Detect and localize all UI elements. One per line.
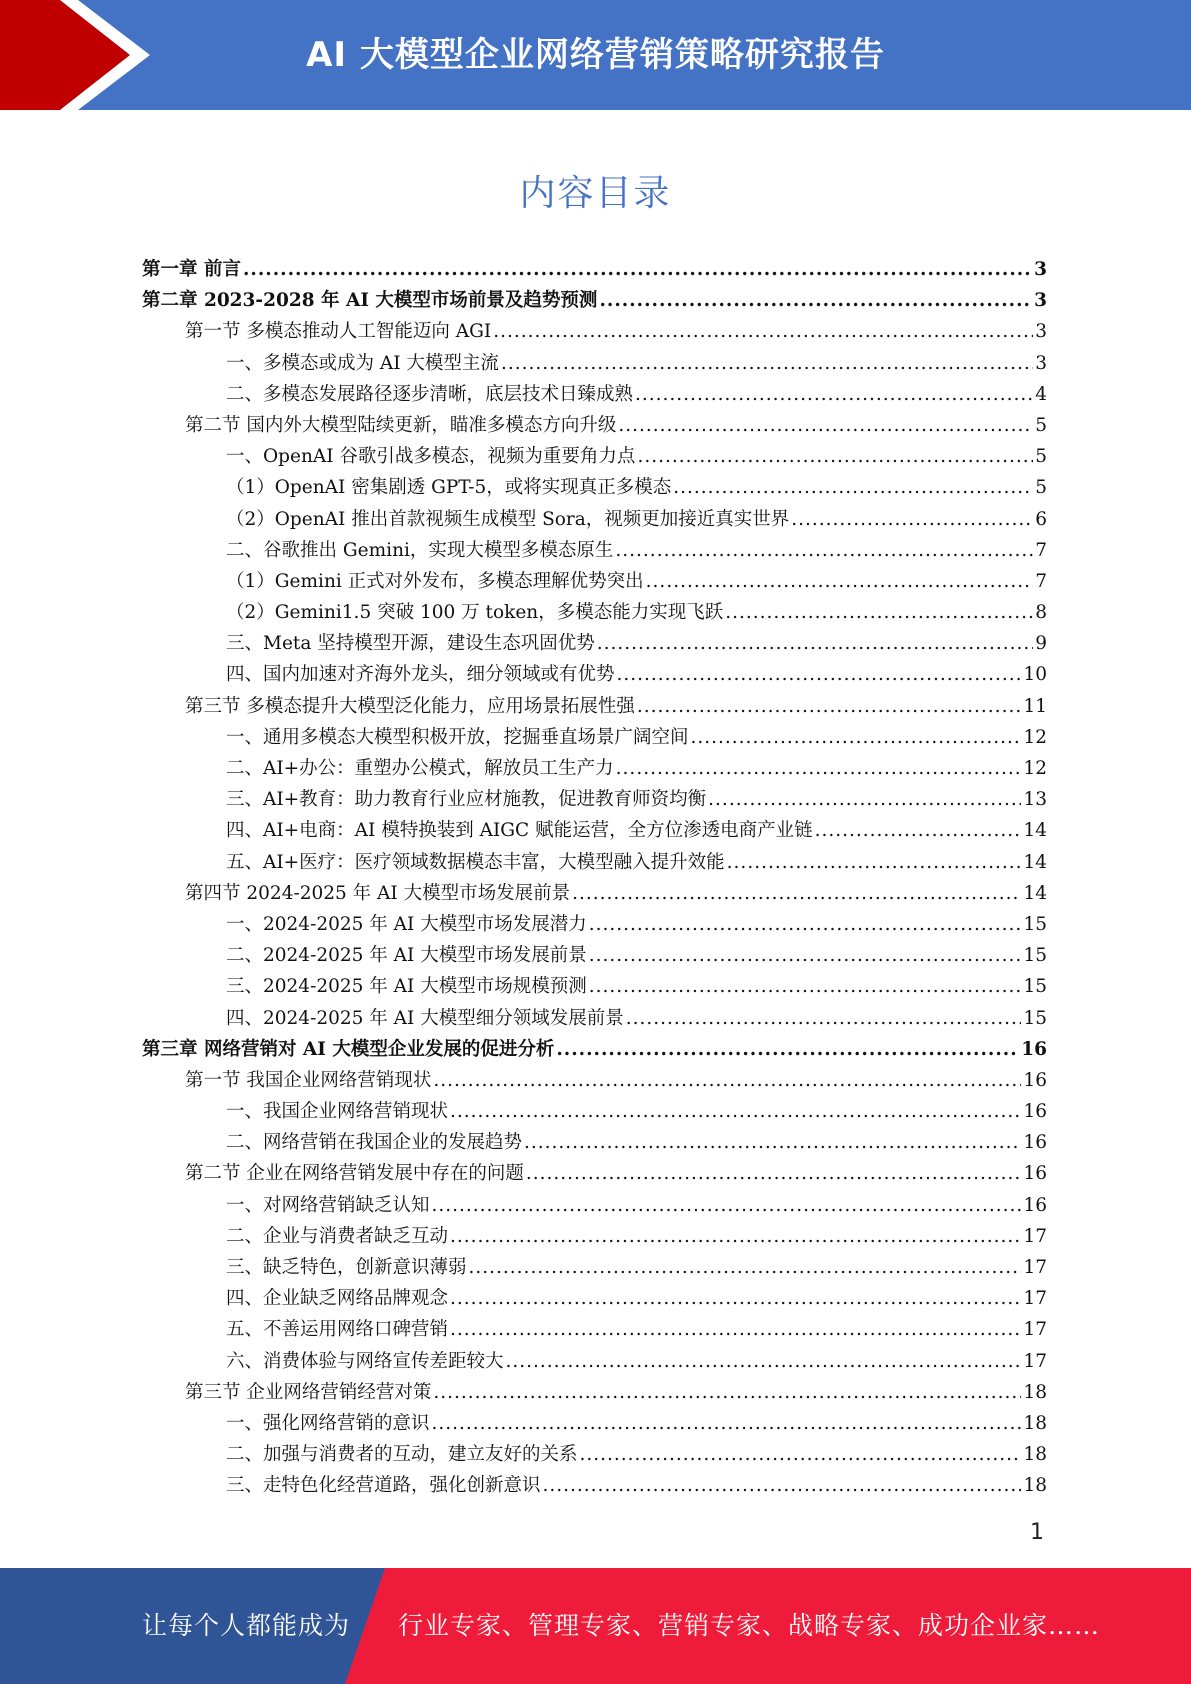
toc-entry-page: 14 (1023, 851, 1047, 873)
toc-entry[interactable] (142, 536, 1047, 567)
toc-dot-leader (791, 509, 1033, 530)
toc-entry-page: 7 (1035, 570, 1047, 592)
toc-entry-page: 3 (1035, 352, 1047, 374)
toc-dot-leader (432, 1195, 1022, 1216)
toc-dot-leader (637, 696, 1022, 717)
toc-entry[interactable] (142, 1004, 1047, 1035)
toc-entry[interactable] (142, 1471, 1047, 1502)
toc-dot-leader (450, 1101, 1021, 1122)
toc-dot-leader (727, 852, 1022, 873)
toc-entry[interactable] (142, 1347, 1047, 1378)
toc-dot-leader (572, 883, 1021, 904)
toc-entry[interactable] (142, 1315, 1047, 1346)
toc-entry-page: 12 (1023, 726, 1047, 748)
toc-entry-page: 17 (1023, 1350, 1047, 1372)
toc-entry-page: 5 (1035, 477, 1047, 499)
toc-entry-page: 17 (1023, 1257, 1047, 1278)
toc-entry-page: 8 (1035, 602, 1047, 624)
toc-entry-page: 14 (1023, 820, 1047, 842)
toc-entry-page: 18 (1023, 1412, 1047, 1434)
toc-entry[interactable] (142, 1253, 1047, 1284)
toc-entry[interactable] (142, 1159, 1047, 1190)
toc-entry-page: 17 (1023, 1225, 1047, 1247)
toc-dot-leader (691, 727, 1022, 748)
toc-entry[interactable] (142, 754, 1047, 785)
toc-dot-leader (646, 571, 1034, 592)
toc-entry-title: 二、AI+办公：重塑办公模式，解放员工生产力 (226, 758, 614, 779)
toc-dot-leader (580, 1444, 1022, 1465)
toc-entry-page: 15 (1023, 1007, 1047, 1029)
toc-dot-leader (526, 1163, 1022, 1184)
toc-entry[interactable] (142, 473, 1047, 504)
toc-entry-title: （1）Gemini 正式对外发布，多模态理解优势突出 (226, 570, 644, 592)
toc-entry-page: 15 (1023, 945, 1047, 967)
page-header (0, 0, 1191, 110)
toc-entry-page: 10 (1023, 664, 1047, 686)
toc-dot-leader (673, 477, 1033, 498)
toc-entry-title: 二、加强与消费者的互动，建立友好的关系 (226, 1444, 578, 1466)
toc-entry[interactable] (142, 1409, 1047, 1440)
toc-entry-title: 四、企业缺乏网络品牌观念 (226, 1288, 449, 1310)
toc-dot-leader (815, 820, 1022, 841)
toc-entry-page: 16 (1021, 1038, 1047, 1060)
toc-entry-title: 一、OpenAI 谷歌引战多模态，视频为重要角力点 (226, 446, 636, 468)
toc-dot-leader (543, 1475, 1022, 1496)
report-title: AI 大模型企业网络营销策略研究报告 (306, 35, 885, 75)
toc-dot-leader (725, 602, 1033, 623)
footer-slogan-left: 让每个人都能成为 (142, 1611, 351, 1640)
toc-entry-title: 一、2024-2025 年 AI 大模型市场发展潜力 (226, 913, 587, 935)
toc-dot-leader (450, 1319, 1021, 1340)
toc-entry-title: 一、我国企业网络营销现状 (226, 1101, 449, 1123)
toc-entry[interactable] (142, 1066, 1047, 1097)
toc-entry-page: 16 (1023, 1194, 1047, 1216)
toc-entry-page: 5 (1035, 414, 1047, 436)
toc-dot-leader (432, 1413, 1022, 1434)
toc-dot-leader (597, 633, 1033, 654)
toc-entry-title: 一、对网络营销缺乏认知 (226, 1194, 430, 1216)
toc-entry-page: 12 (1023, 758, 1047, 779)
toc-entry-title: 四、AI+电商：AI 模特换装到 AIGC 赋能运营，全方位渗透电商产业链 (226, 820, 813, 842)
toc-dot-leader (493, 321, 1033, 342)
toc-entry-page: 16 (1023, 1163, 1047, 1185)
toc-entry[interactable] (142, 785, 1047, 816)
toc-dot-leader (433, 1070, 1021, 1091)
toc-entry[interactable] (142, 442, 1047, 473)
toc-dot-leader (506, 1351, 1022, 1372)
toc-dot-leader (556, 1039, 1019, 1060)
toc-entry[interactable] (142, 660, 1047, 691)
toc-heading: 内容目录 (519, 173, 672, 214)
toc-entry[interactable] (142, 255, 1047, 286)
toc-entry-title: 一、通用多模态大模型积极开放，挖掘垂直场景广阔空间 (226, 726, 689, 748)
toc-entry-page: 11 (1023, 695, 1047, 717)
toc-dot-leader (450, 1226, 1021, 1247)
toc-entry-title: 第三节 企业网络营销经营对策 (185, 1381, 432, 1403)
toc-entry-title: 第二节 企业在网络营销发展中存在的问题 (185, 1163, 524, 1185)
toc-dot-leader (708, 789, 1021, 810)
toc-entry-page: 18 (1023, 1381, 1047, 1403)
toc-dot-leader (589, 914, 1022, 935)
toc-entry[interactable] (142, 1222, 1047, 1253)
toc-entry-page: 16 (1023, 1069, 1047, 1091)
toc-entry[interactable] (142, 505, 1047, 536)
toc-entry-page: 15 (1023, 913, 1047, 935)
toc-entry-title: 第一节 多模态推动人工智能迈向 AGI (185, 321, 492, 343)
footer-slogan-right: 行业专家、管理专家、营销专家、战略专家、成功企业家…… (398, 1611, 1101, 1640)
toc-entry-title: 第二章 2023-2028 年 AI 大模型市场前景及趋势预测 (142, 290, 598, 312)
toc-entry-title: （2）OpenAI 推出首款视频生成模型 Sora，视频更加接近真实世界 (226, 508, 790, 530)
toc-dot-leader (450, 1288, 1021, 1309)
toc-dot-leader (433, 1382, 1021, 1403)
toc-entry-title: 二、2024-2025 年 AI 大模型市场发展前景 (226, 945, 587, 967)
toc-entry-page: 9 (1035, 633, 1047, 655)
toc-entry-page: 17 (1023, 1319, 1047, 1341)
toc-entry-title: 第三节 多模态提升大模型泛化能力，应用场景拓展性强 (185, 695, 635, 717)
toc-entry[interactable] (142, 629, 1047, 660)
toc-entry[interactable] (142, 317, 1047, 348)
toc-entry-page: 7 (1035, 539, 1047, 561)
toc-entry[interactable] (142, 411, 1047, 442)
toc-entry[interactable] (142, 910, 1047, 941)
toc-entry[interactable] (142, 1035, 1047, 1066)
toc-entry-title: 三、缺乏特色，创新意识薄弱 (226, 1257, 467, 1278)
toc-entry[interactable] (142, 349, 1047, 380)
toc-entry-title: 二、谷歌推出 Gemini，实现大模型多模态原生 (226, 539, 614, 561)
toc-entry-title: 三、AI+教育：助力教育行业应材施教，促进教育师资均衡 (226, 789, 707, 811)
toc-dot-leader (524, 1132, 1021, 1153)
toc-entry[interactable] (142, 567, 1047, 598)
toc-entry-title: 三、2024-2025 年 AI 大模型市场规模预测 (226, 976, 587, 998)
toc-entry-page: 18 (1023, 1475, 1047, 1497)
toc-entry[interactable] (142, 723, 1047, 754)
toc-entry[interactable] (142, 879, 1047, 910)
toc-entry-page: 13 (1023, 789, 1047, 811)
toc-entry-page: 18 (1023, 1444, 1047, 1466)
toc-entry[interactable] (142, 692, 1047, 723)
toc-entry-title: 一、强化网络营销的意识 (226, 1412, 430, 1434)
toc-entry-title: 第四节 2024-2025 年 AI 大模型市场发展前景 (185, 882, 571, 904)
toc-entry[interactable] (142, 1284, 1047, 1315)
toc-entry-page: 5 (1035, 446, 1047, 468)
toc-entry[interactable] (142, 1378, 1047, 1409)
toc-dot-leader (617, 664, 1022, 685)
toc-entry[interactable] (142, 286, 1047, 317)
toc-dot-leader (243, 259, 1032, 280)
toc-entry-title: 二、企业与消费者缺乏互动 (226, 1225, 449, 1247)
toc-entry[interactable] (142, 1128, 1047, 1159)
page-footer (0, 1568, 1191, 1684)
toc-entry-title: 五、AI+医疗：医疗领域数据模态丰富，大模型融入提升效能 (226, 851, 725, 873)
toc-entry[interactable] (142, 1440, 1047, 1471)
toc-entry[interactable] (142, 848, 1047, 879)
toc-entry-title: 五、不善运用网络口碑营销 (226, 1319, 449, 1341)
table-of-contents (142, 255, 1047, 1503)
toc-entry-title: 第二节 国内外大模型陆续更新，瞄准多模态方向升级 (185, 414, 617, 436)
toc-entry-title: 四、国内加速对齐海外龙头，细分领域或有优势 (226, 664, 615, 686)
toc-entry-page: 17 (1023, 1288, 1047, 1310)
toc-entry-page: 3 (1034, 290, 1047, 312)
toc-entry[interactable] (142, 816, 1047, 847)
toc-entry-title: 二、多模态发展路径逐步清晰，底层技术日臻成熟 (226, 383, 634, 405)
toc-dot-leader (616, 758, 1022, 779)
toc-entry-page: 16 (1023, 1132, 1047, 1154)
toc-entry-title: 三、走特色化经营道路，强化创新意识 (226, 1475, 541, 1497)
toc-entry-page: 3 (1035, 321, 1047, 343)
toc-entry-page: 4 (1035, 383, 1047, 405)
toc-entry-page: 3 (1034, 259, 1047, 280)
toc-dot-leader (589, 945, 1022, 966)
toc-entry-title: 六、消费体验与网络宣传差距较大 (226, 1350, 504, 1372)
toc-entry-page: 15 (1023, 976, 1047, 998)
toc-entry[interactable] (142, 380, 1047, 411)
toc-dot-leader (501, 353, 1033, 374)
toc-dot-leader (469, 1257, 1022, 1278)
toc-dot-leader (589, 976, 1022, 997)
toc-dot-leader (618, 415, 1033, 436)
toc-entry-page: 14 (1023, 882, 1047, 904)
toc-entry-page: 6 (1035, 508, 1047, 530)
toc-dot-leader (599, 290, 1032, 311)
toc-entry[interactable] (142, 598, 1047, 629)
toc-dot-leader (615, 540, 1033, 561)
toc-entry-title: 第一章 前言 (142, 259, 241, 280)
toc-entry[interactable] (142, 941, 1047, 972)
toc-entry[interactable] (142, 972, 1047, 1003)
toc-entry-title: 第三章 网络营销对 AI 大模型企业发展的促进分析 (142, 1038, 555, 1060)
toc-dot-leader (626, 1008, 1022, 1029)
toc-dot-leader (637, 446, 1033, 467)
toc-entry[interactable] (142, 1097, 1047, 1128)
toc-entry-page: 16 (1023, 1101, 1047, 1123)
toc-entry-title: 第一节 我国企业网络营销现状 (185, 1069, 432, 1091)
toc-entry-title: 二、网络营销在我国企业的发展趋势 (226, 1132, 523, 1154)
toc-entry[interactable] (142, 1191, 1047, 1222)
toc-entry-title: 一、多模态或成为 AI 大模型主流 (226, 352, 499, 374)
toc-entry-title: 四、2024-2025 年 AI 大模型细分领域发展前景 (226, 1007, 624, 1029)
page-number: 1 (1030, 1520, 1044, 1545)
toc-entry-title: （1）OpenAI 密集剧透 GPT-5，或将实现真正多模态 (226, 477, 672, 499)
toc-dot-leader (635, 384, 1033, 405)
toc-entry-title: （2）Gemini1.5 突破 100 万 token，多模态能力实现飞跃 (226, 602, 724, 624)
toc-entry-title: 三、Meta 坚持模型开源，建设生态巩固优势 (226, 633, 595, 655)
